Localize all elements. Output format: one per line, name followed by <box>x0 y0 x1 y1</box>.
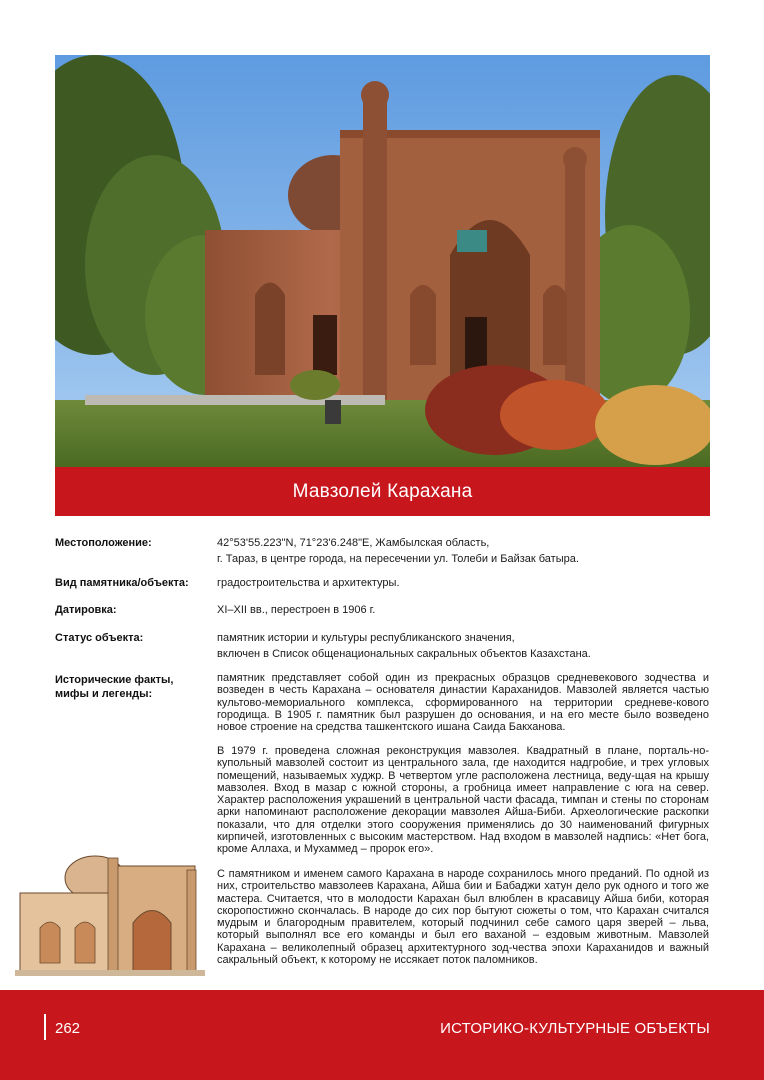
field-value <box>217 603 712 617</box>
history-label-line: Исторические факты, <box>55 674 174 686</box>
field-value <box>217 536 712 566</box>
field-label: Вид памятника/объекта: <box>55 577 189 589</box>
paragraph: памятник представляет собой один из прекрасных образцов средневекового зодчества и возведен в честь Карахана – основателя династии Караханидов. Мавзолей является частью культово-мемориального комплекса, сформированного на территории средневе-кового городища. В 1905 г. памятник был разрушен до основания, и на его месте было возведено новое строение на средства ташкентского ишана Саида Бакханова. <box>217 672 709 734</box>
mausoleum-drawing <box>15 848 205 978</box>
field-value <box>217 631 712 661</box>
page-title: Мавзолей Карахана <box>292 480 473 502</box>
page-footer <box>0 990 764 1080</box>
field-value-line: памятник истории и культуры республиканского значения, <box>217 632 515 644</box>
mausoleum-photo <box>55 55 710 467</box>
section-title: ИСТОРИКО-КУЛЬТУРНЫЕ ОБЪЕКТЫ <box>440 1020 710 1037</box>
history-label-line: мифы и легенды: <box>55 688 153 700</box>
field-label: Статус объекта: <box>55 632 144 644</box>
field-value-line: XI–XII вв., перестроен в 1906 г. <box>217 604 376 616</box>
paragraph: В 1979 г. проведена сложная реконструкция мавзолея. Квадратный в плане, порталь-но-купольный мавзолей состоит из центрального зала, где находится надгробие, и трех угловых помещений, называемых худжр. В четвертом угле расположена лестница, веду-щая на крышу мавзолея. Вход в мазар с южной стороны, а гробница имеет направление с юга на север. Характер расположения украшений в центральной части фасада, тимпан и стены по сторонам арки напоминают расположение декорации мавзолея Айша-Биби. Археологические раскопки показали, что для отделки этого сооружения применялись до 30 наименований фигурных кирпичей, изготовленных с высоким мастерством. Над входом в мавзолей надпись: «Нет бога, кроме Аллаха, и Мухаммед – пророк его». <box>217 745 709 856</box>
field-label: Местоположение: <box>55 537 152 549</box>
page-number: 262 <box>55 1020 81 1037</box>
field-value <box>217 576 712 590</box>
field-value-line: градостроительства и архитектуры. <box>217 577 400 589</box>
field-value-line: г. Тараз, в центре города, на пересечении ул. Толеби и Байзак батыра. <box>217 553 579 565</box>
field-value-line: включен в Список общенациональных сакральных объектов Казахстана. <box>217 648 591 660</box>
paragraph: С памятником и именем самого Карахана в народе сохранилось много преданий. По одной из них, строительство мавзолеев Карахана, Айша бии и Бабаджи хатун дело рук одного и того же мастера. Считается, что в молодости Карахан был влюблен в красавицу Айша биби, которая скоропостижно скончалась. В народе до сих пор бытуют сюжеты о том, что Карахан считался мудрым и благородным правителем, который подчинил себе самого царя зверей – льва, который выполнял все его команды и был его ваханой – ездовым животным. Мавзолей Карахана – великолепный образец архитектурного зод-чества эпохи Караханидов и важный сакральный объект, к которому не иссякает поток паломников. <box>217 868 709 967</box>
field-value-line: 42°53'55.223"N, 71°23'6.248"E, Жамбылская область, <box>217 537 490 549</box>
field-label <box>55 673 205 701</box>
field-label: Датировка: <box>55 604 117 616</box>
footer-divider <box>44 1014 46 1040</box>
title-banner <box>55 467 710 516</box>
